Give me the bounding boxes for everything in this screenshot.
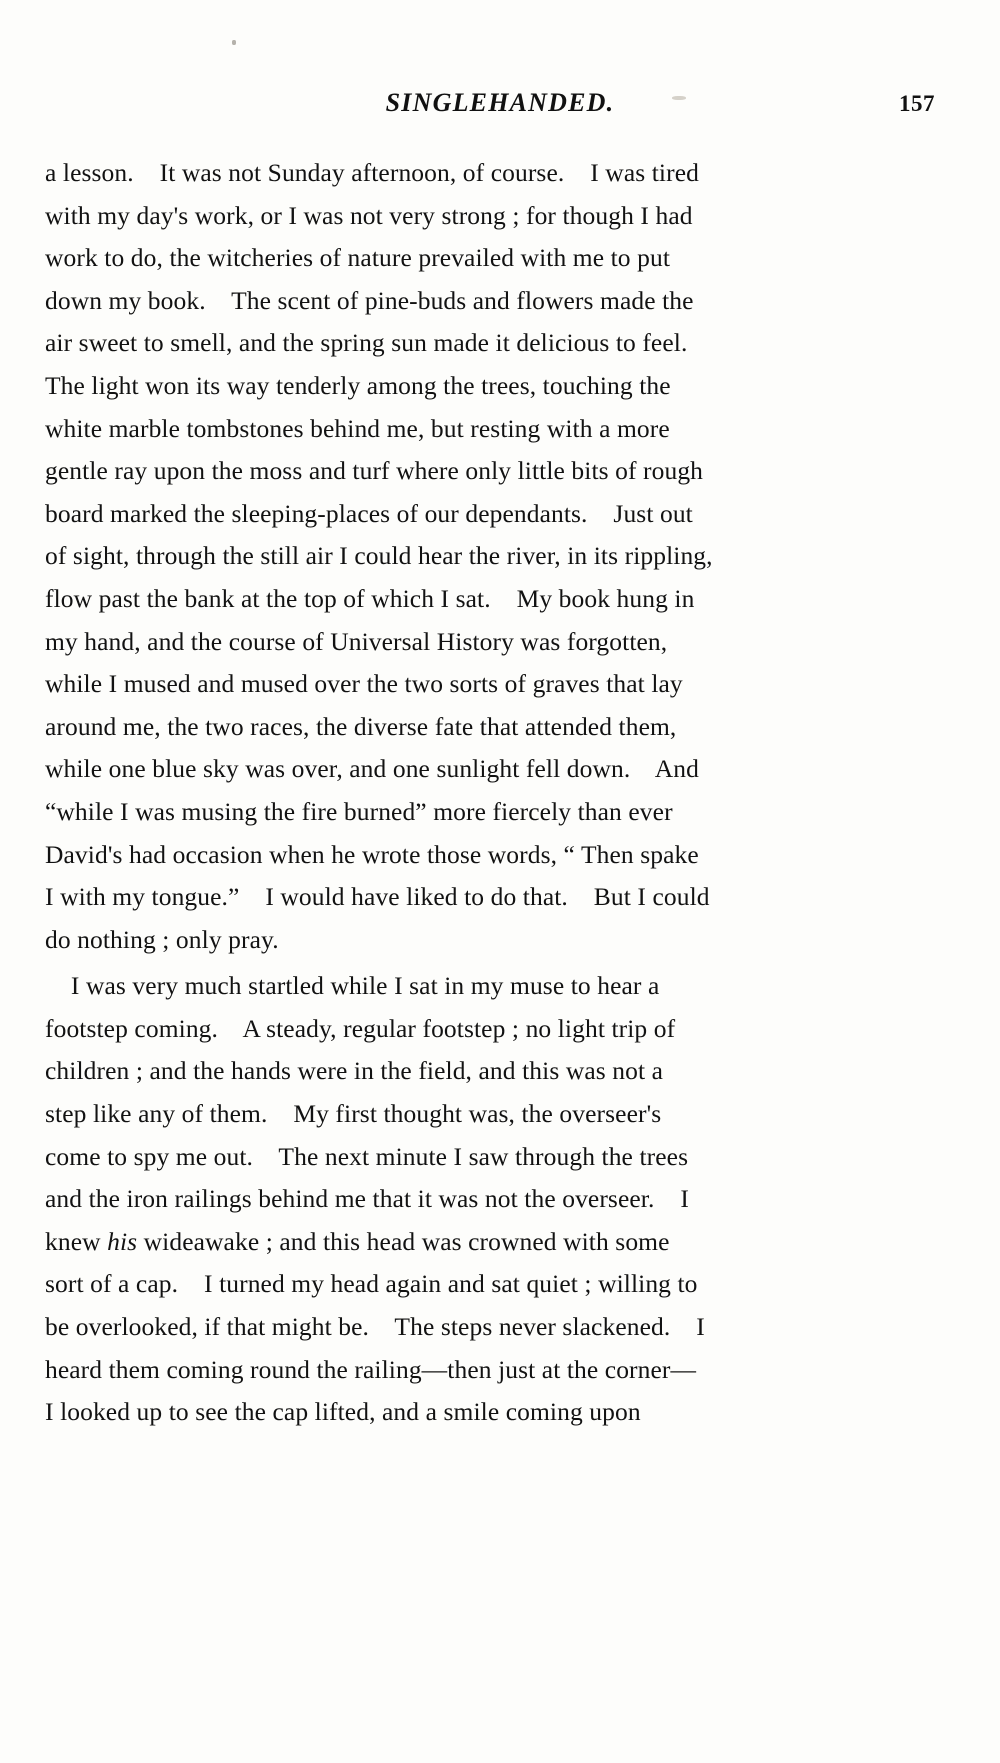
text-line: and the iron railings behind me that it was not the overseer. I [45, 1184, 689, 1214]
text-line: come to spy me out. The next minute I saw through the trees [45, 1141, 689, 1171]
text-line: a lesson. It was not Sunday afternoon, of course. I was tired [45, 158, 699, 187]
text-line: white marble tombstones behind me, but resting with a more [45, 413, 670, 443]
paragraph-2 [45, 965, 955, 1434]
running-title: SINGLEHANDED. [385, 88, 615, 117]
text-line: around me, the two races, the diverse fate that attended them, [45, 711, 677, 741]
paragraph-1 [45, 152, 955, 961]
text-line: David's had occasion when he wrote those words, “ Then spake [45, 839, 699, 869]
text-line: I was very much startled while I sat in my muse to hear a [45, 971, 660, 1001]
text-line: footstep coming. A steady, regular footstep ; no light trip of [45, 1013, 676, 1043]
text-line: knew his wideawake ; and this head was crowned with some [45, 1226, 670, 1256]
text-line: I with my tongue.” I would have liked to do that. But I could [45, 882, 710, 912]
text-line: while one blue sky was over, and one sunlight fell down. And [45, 754, 700, 784]
text-line: The light won its way tenderly among the trees, touching the [45, 370, 671, 400]
text-line: board marked the sleeping-places of our dependants. Just out [45, 498, 693, 528]
text-line: while I mused and mused over the two sorts of graves that lay [45, 669, 683, 699]
text-line: down my book. The scent of pine-buds and flowers made the [45, 285, 694, 315]
text-line: with my day's work, or I was not very strong ; for though I had [45, 200, 693, 230]
text-line: of sight, through the still air I could hear the river, in its rippling, [45, 541, 713, 571]
text-line: children ; and the hands were in the field, and this was not a [45, 1056, 664, 1086]
scan-speck-icon [232, 40, 236, 45]
text-line: flow past the bank at the top of which I sat. My book hung in [45, 583, 695, 613]
text-line: gentle ray upon the moss and turf where only little bits of rough [45, 456, 704, 486]
text-line: “while I was musing the fire burned” more fiercely than ever [45, 796, 673, 826]
text-line: step like any of them. My first thought was, the overseer's [45, 1099, 662, 1129]
text-line: heard them coming round the railing—then just at the corner— [45, 1354, 697, 1384]
page-body [45, 152, 955, 1434]
text-line: my hand, and the course of Universal History was forgotten, [45, 626, 668, 656]
text-line: do nothing ; only pray. [45, 924, 279, 954]
text-line: air sweet to smell, and the spring sun made it delicious to feel. [45, 328, 688, 358]
text-line: work to do, the witcheries of nature prevailed with me to put [45, 243, 671, 273]
text-line: I looked up to see the cap lifted, and a smile coming upon [45, 1397, 641, 1427]
page-number: 157 [899, 91, 935, 116]
page-header [45, 88, 955, 122]
text-line: be overlooked, if that might be. The steps never slackened. I [45, 1312, 705, 1342]
text-line: sort of a cap. I turned my head again and sat quiet ; willing to [45, 1269, 698, 1299]
